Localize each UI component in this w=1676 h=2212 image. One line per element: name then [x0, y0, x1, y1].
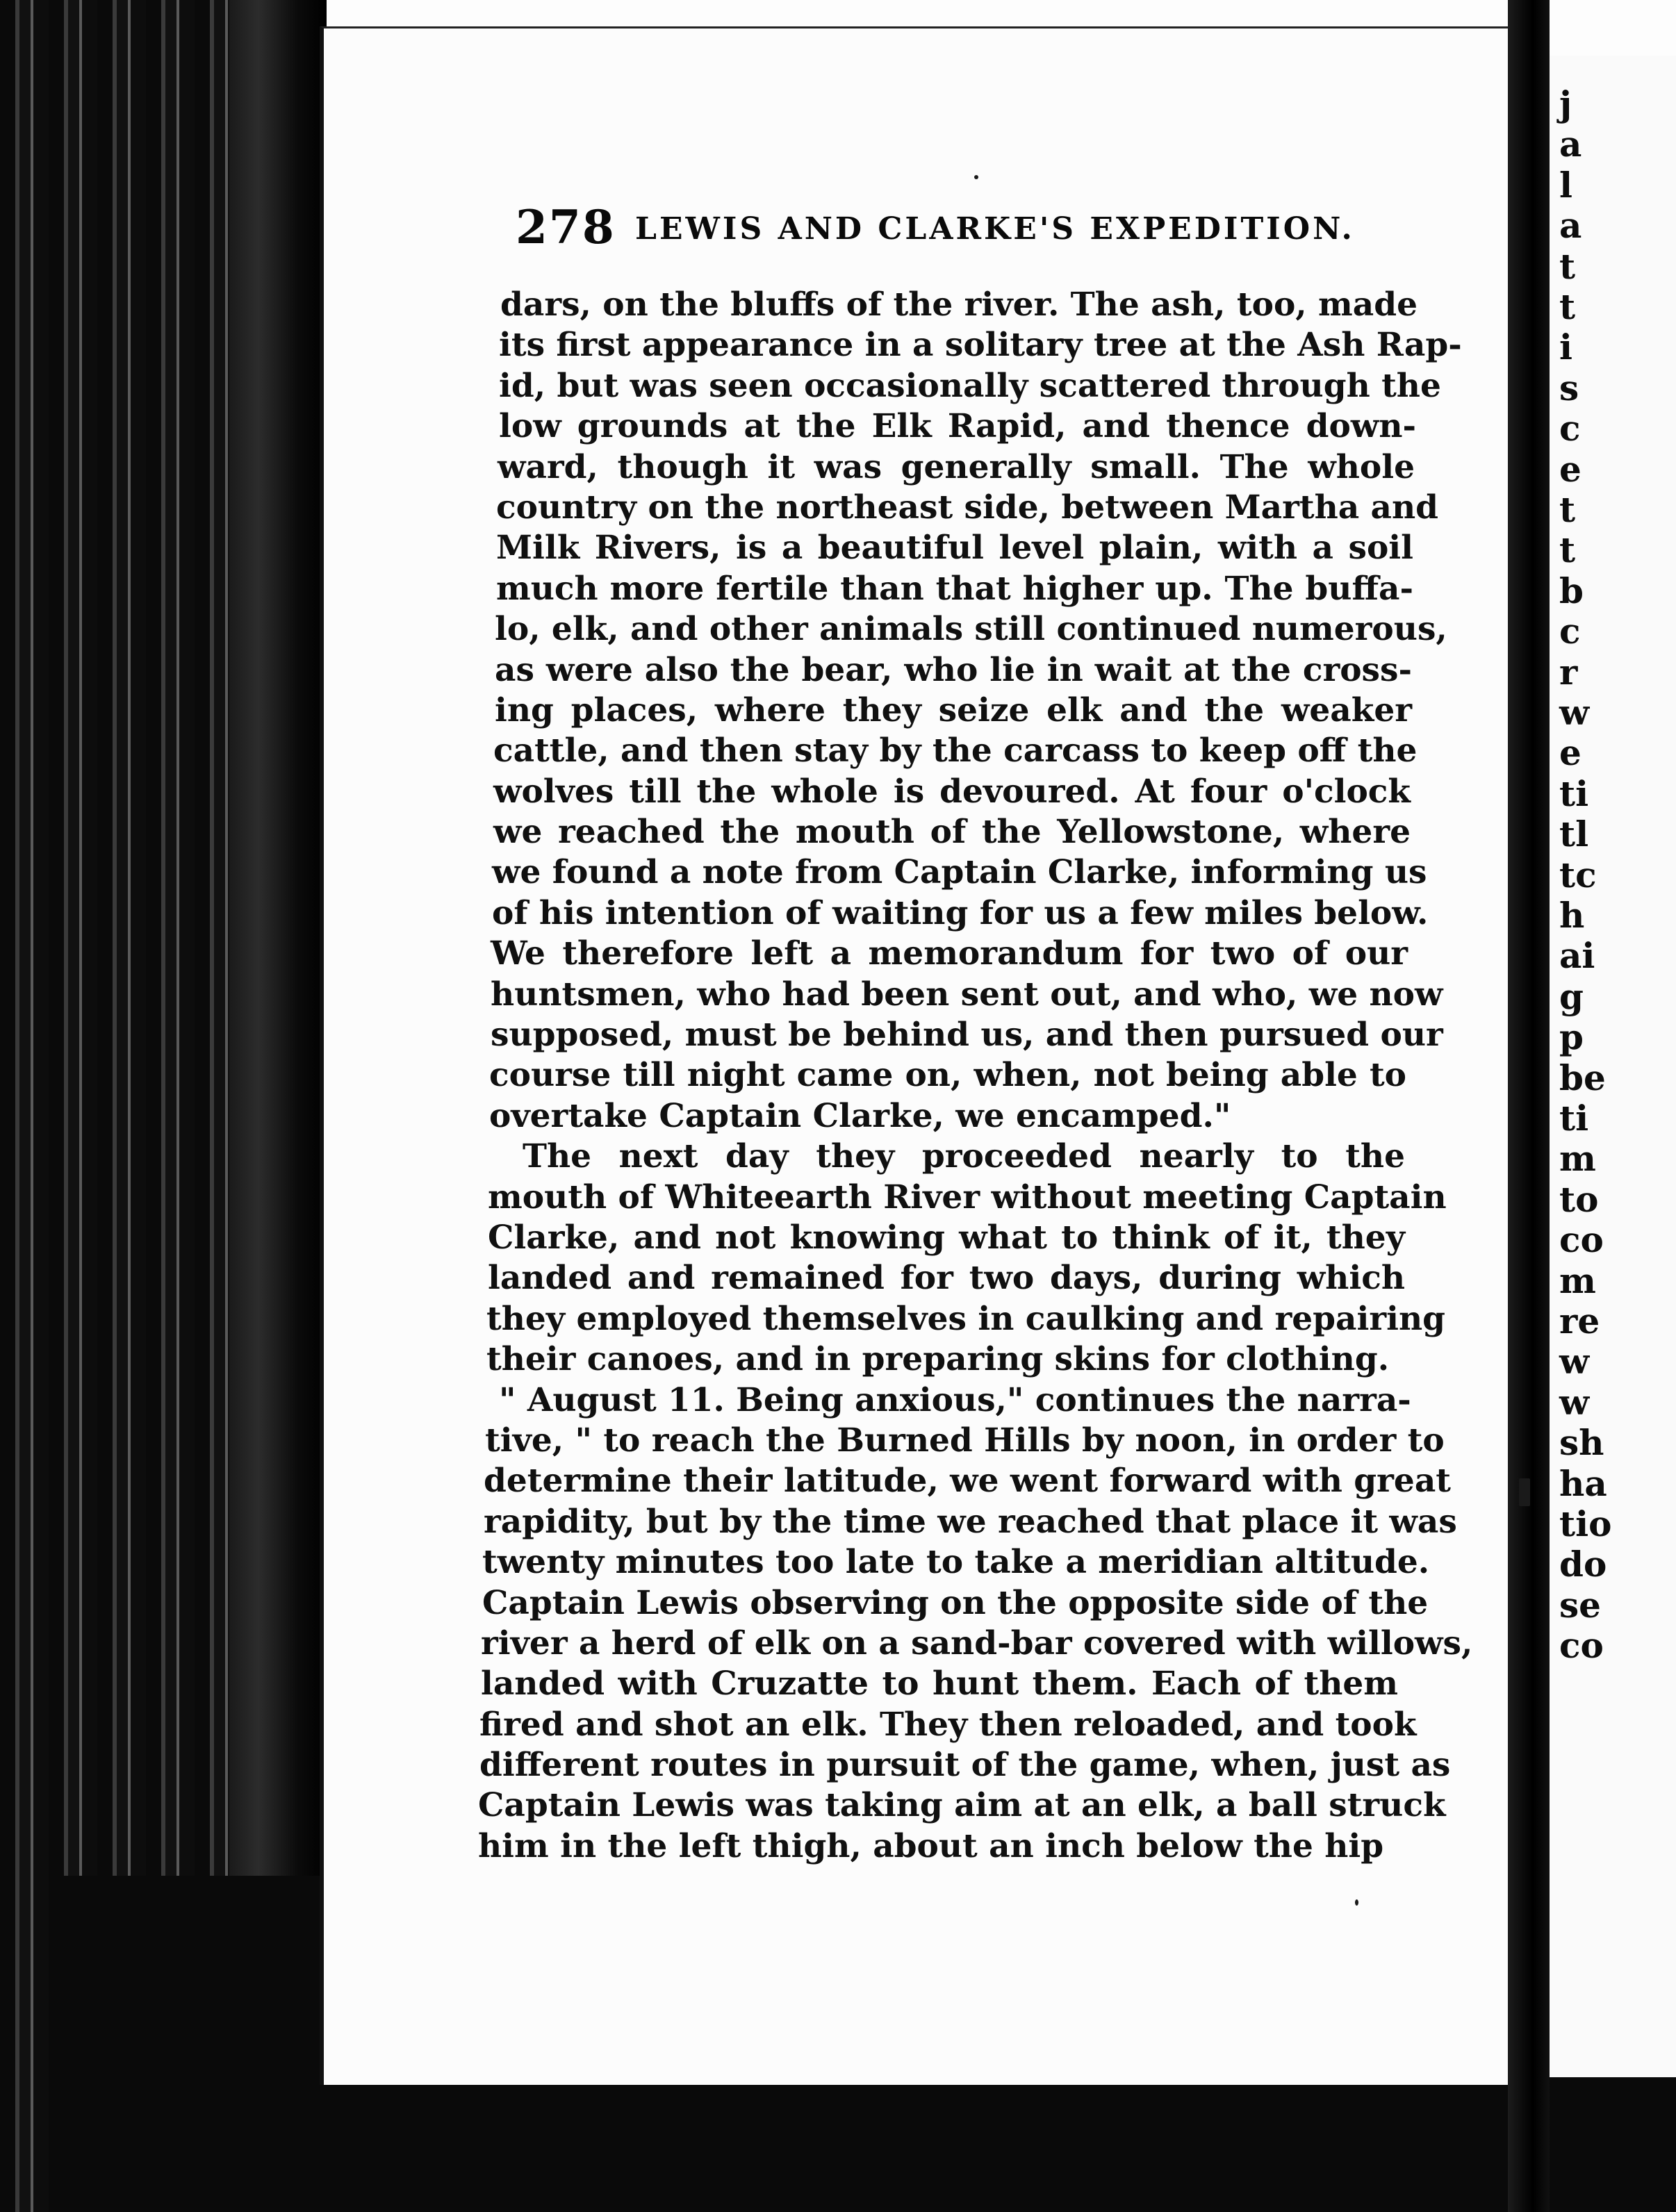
- text-line: overtake Captain Clarke, we encamped.": [489, 1096, 1231, 1135]
- next-page-fragment: t: [1559, 245, 1576, 287]
- next-page-fragment: c: [1559, 611, 1581, 652]
- next-page-fragment: a: [1559, 205, 1582, 247]
- next-page-fragment: ti: [1559, 773, 1589, 814]
- next-page-fragment: be: [1559, 1057, 1606, 1098]
- next-page-fragment: do: [1559, 1544, 1607, 1585]
- next-page-fragment: b: [1559, 570, 1584, 611]
- next-page-fragment: e: [1559, 732, 1581, 774]
- text-line: tive, " to reach the Burned Hills by noon, in order to: [485, 1421, 1445, 1460]
- next-page-fragment: tc: [1559, 854, 1597, 895]
- next-page-fragment: t: [1559, 286, 1576, 327]
- next-page-fragment: to: [1559, 1178, 1599, 1220]
- next-page-fragment: ti: [1559, 1098, 1589, 1139]
- next-page-fragment: g: [1559, 975, 1584, 1017]
- text-line: cattle, and then stay by the carcass to keep off the: [493, 732, 1418, 770]
- next-page-fragment: ha: [1559, 1462, 1607, 1504]
- text-line: river a herd of elk on a sand-bar covered with willows,: [481, 1624, 1473, 1662]
- next-page-fragment: w: [1559, 1381, 1590, 1423]
- text-line: landed with Cruzatte to hunt them. Each of them: [481, 1665, 1398, 1703]
- next-page-fragment: w: [1559, 1341, 1590, 1382]
- text-line: much more fertile than that higher up. The buffa-: [496, 569, 1413, 608]
- next-page-fragment: ai: [1559, 935, 1595, 977]
- text-line: low grounds at the Elk Rapid, and thence down-: [499, 407, 1416, 446]
- text-line: its first appearance in a solitary tree at the Ash Rap-: [499, 326, 1462, 365]
- text-line: mouth of Whiteearth River without meeting Captain: [488, 1178, 1447, 1216]
- text-line: we found a note from Captain Clarke, informing us: [492, 853, 1427, 892]
- ink-speck: [1355, 1899, 1358, 1906]
- running-head: LEWIS AND CLARKE'S EXPEDITION.: [635, 211, 1355, 247]
- text-line: supposed, must be behind us, and then pursued our: [491, 1016, 1443, 1055]
- text-line: landed and remained for two days, during which: [488, 1259, 1405, 1298]
- text-line: determine their latitude, we went forward with great: [484, 1462, 1451, 1501]
- text-line: course till night came on, when, not being able to: [489, 1056, 1406, 1095]
- text-line: they employed themselves in caulking and repairing: [486, 1299, 1446, 1338]
- text-line: Milk Rivers, is a beautiful level plain, with a soil: [496, 529, 1413, 568]
- text-line: of his intention of waiting for us a few miles below.: [492, 893, 1429, 932]
- ink-speck: [974, 175, 978, 179]
- text-line: We therefore left a memorandum for two of our: [491, 934, 1408, 973]
- text-line: him in the left thigh, about an inch below the hip: [478, 1826, 1384, 1865]
- text-line: different routes in pursuit of the game, when, just as: [479, 1746, 1451, 1785]
- next-page-fragment: re: [1559, 1301, 1600, 1342]
- text-line: we reached the mouth of the Yellowstone, where: [493, 813, 1411, 852]
- text-line: rapidity, but by the time we reached that place it was: [484, 1502, 1457, 1541]
- next-page-fragment: t: [1559, 489, 1576, 530]
- text-line: ing places, where they seize elk and the weaker: [495, 691, 1412, 729]
- next-page-fragment: e: [1559, 448, 1581, 490]
- bottom-shadow: [278, 2077, 1676, 2212]
- next-page-fragment: co: [1559, 1625, 1604, 1667]
- next-page-fragment: i: [1559, 327, 1572, 368]
- text-line: dars, on the bluffs of the river. The ash, too, made: [500, 286, 1418, 324]
- text-line: The next day they proceeded nearly to the: [523, 1137, 1405, 1176]
- next-page-fragment: r: [1559, 651, 1578, 693]
- text-line: lo, elk, and other animals still continued numerous,: [495, 610, 1447, 649]
- text-line: " August 11. Being anxious," continues the narra-: [499, 1380, 1411, 1419]
- text-line: id, but was seen occasionally scattered through the: [499, 366, 1441, 405]
- text-line: ward, though it was generally small. The whole: [498, 447, 1415, 486]
- next-page-fragment: sh: [1559, 1422, 1604, 1464]
- book-gutter: [1508, 0, 1550, 2212]
- next-page-fragment: m: [1559, 1138, 1596, 1180]
- next-page-fragment: h: [1559, 895, 1585, 936]
- text-line: wolves till the whole is devoured. At four o'clock: [493, 772, 1411, 811]
- next-page-fragment: co: [1559, 1219, 1604, 1261]
- next-page-fragment: w: [1559, 692, 1590, 733]
- next-page-fragment: tl: [1559, 814, 1589, 855]
- text-line: Captain Lewis observing on the opposite side of the: [482, 1583, 1429, 1622]
- next-page-fragment: l: [1559, 164, 1572, 206]
- text-line: twenty minutes too late to take a meridian altitude.: [482, 1543, 1430, 1582]
- next-page-fragment: t: [1559, 529, 1576, 571]
- text-line: Clarke, and not knowing what to think of it, they: [488, 1218, 1405, 1257]
- text-line: Captain Lewis was taking aim at an elk, a ball struck: [478, 1786, 1446, 1825]
- next-page-fragment: c: [1559, 408, 1581, 449]
- text-line: huntsmen, who had been sent out, and who, we now: [491, 975, 1443, 1014]
- text-line: as were also the bear, who lie in wait at the cross-: [495, 650, 1412, 689]
- text-line: country on the northeast side, between Martha and: [496, 488, 1439, 527]
- next-page-fragment: a: [1559, 124, 1582, 165]
- ink-speck: [1519, 1478, 1530, 1506]
- next-page-fragment: m: [1559, 1260, 1596, 1301]
- page-number: 278: [516, 200, 616, 254]
- page-header: [516, 200, 1355, 256]
- next-page-fragment: s: [1559, 367, 1579, 408]
- text-line: their canoes, and in preparing skins for clothing.: [486, 1340, 1390, 1379]
- next-page-fragment: p: [1559, 1016, 1584, 1058]
- next-page-fragment: j: [1559, 83, 1572, 124]
- text-line: fired and shot an elk. They then reloaded, and took: [479, 1705, 1417, 1744]
- next-page-fragment: se: [1559, 1584, 1601, 1626]
- next-page-fragment: tio: [1559, 1503, 1612, 1544]
- body-text: [478, 285, 1473, 1867]
- next-page-sliver: [1550, 56, 1676, 2077]
